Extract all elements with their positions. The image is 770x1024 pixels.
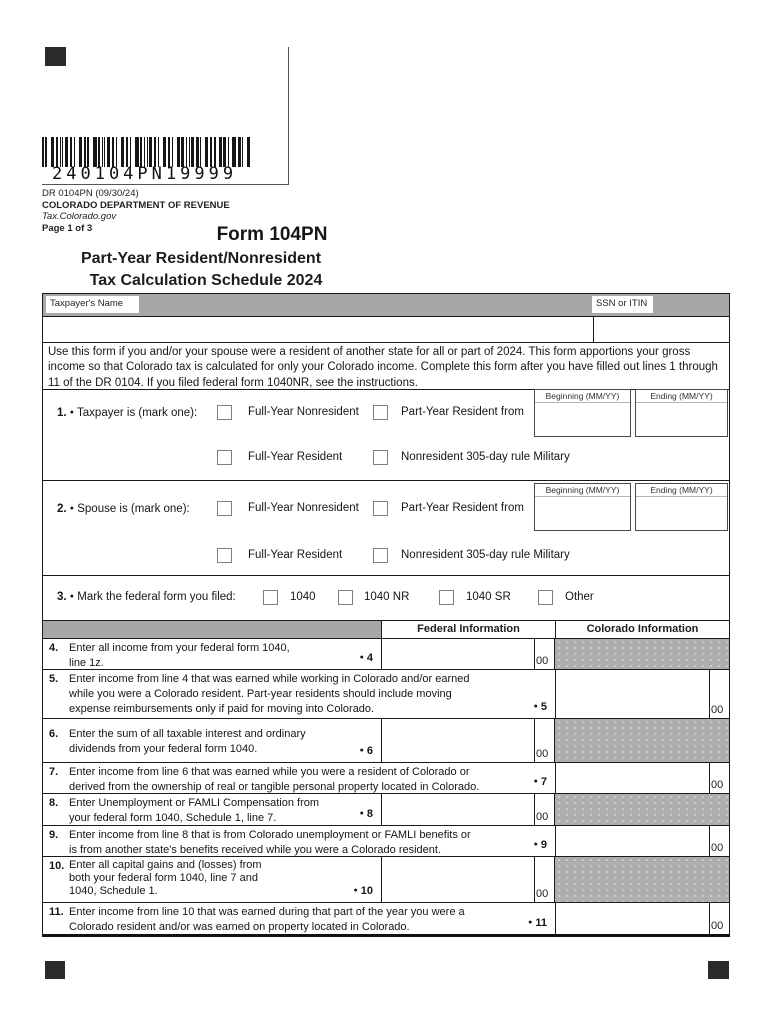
checkbox-taxpayer-full-year-resident[interactable] (217, 450, 232, 465)
line3-label: 3. ● Mark the federal form you filed: (57, 591, 236, 603)
label-part-year-resident-from: Part-Year Resident from (401, 406, 524, 418)
checkbox-spouse-full-year-resident[interactable] (217, 548, 232, 563)
line6-colorado-disabled-cell (555, 719, 729, 762)
spouse-ending-date-box (635, 483, 728, 531)
form-code: DR 0104PN (09/30/24) (42, 188, 139, 199)
label-nonresident-military: Nonresident 305-day rule Military (401, 549, 570, 561)
cents-box: 00 (709, 763, 729, 793)
registration-mark-bottom-left (45, 961, 65, 979)
page-indicator: Page 1 of 3 (42, 222, 93, 234)
row-number: 10. (49, 860, 65, 872)
name-input-row (43, 316, 729, 342)
row-number: 4. (49, 642, 59, 654)
row-number: 8. (49, 797, 59, 809)
row-ref: ● 10 (353, 885, 373, 897)
ending-date-label: Ending (MM/YY) (636, 390, 727, 403)
label-1040sr: 1040 SR (466, 591, 511, 603)
row-number: 11. (49, 906, 64, 918)
checkbox-spouse-full-year-nonresident[interactable] (217, 501, 232, 516)
line8-federal-amount-input[interactable] (381, 794, 555, 825)
line4-federal-amount-input[interactable] (381, 639, 555, 669)
line11-colorado-amount-input[interactable] (555, 903, 729, 934)
federal-information-header: Federal Information (381, 621, 555, 638)
row-ref: ● 11 (528, 917, 547, 929)
table-row-5: 5. Enter income from line 4 that was earned while working in Colorado and/or earned while you were a Colorado resident. Part-year residents should include moving expense reimbursements only if paid for moving into Colorado. ● 5 00 (43, 669, 729, 718)
row-ref: ● 6 (359, 745, 373, 757)
table-row-4: 4. Enter all income from your federal form 1040, line 1z. ● 4 00 (43, 638, 729, 669)
page-subtitle-1: Part-Year Resident/Nonresident (80, 250, 322, 267)
label-full-year-nonresident: Full-Year Nonresident (248, 502, 359, 514)
bullet-icon: ● (528, 919, 533, 926)
line4-colorado-disabled-cell (555, 639, 729, 669)
row-ref: ● 9 (533, 839, 547, 851)
ssn-label: SSN or ITIN (592, 296, 653, 313)
taxpayer-name-input[interactable] (43, 317, 593, 342)
colorado-information-header: Colorado Information (555, 621, 729, 638)
cents-box: 00 (709, 903, 729, 934)
line2-label: 2. ● Spouse is (mark one): (57, 503, 190, 515)
row-number: 5. (49, 673, 59, 685)
checkbox-other[interactable] (538, 590, 553, 605)
table-row-10: 10. Enter all capital gains and (losses) from both your federal form 1040, line 7 and 1040, Schedule 1. ● 10 00 (43, 856, 729, 902)
line1-taxpayer-residency (43, 389, 729, 480)
ending-date-label: Ending (MM/YY) (636, 484, 727, 497)
name-header-bar (43, 294, 729, 316)
beginning-date-label: Beginning (MM/YY) (535, 390, 630, 403)
bullet-icon: ● (69, 505, 75, 512)
line8-colorado-disabled-cell (555, 794, 729, 825)
bullet-icon: ● (359, 810, 364, 817)
label-full-year-resident: Full-Year Resident (248, 549, 343, 561)
row-number: 7. (49, 766, 59, 778)
income-table-header (43, 620, 729, 638)
bullet-icon: ● (69, 593, 75, 600)
label-full-year-nonresident: Full-Year Nonresident (248, 406, 359, 418)
table-row-7: 7. Enter income from line 6 that was earned while you were a resident of Colorado or derived from the ownership of real or tangible personal property located in Colorado. ● 7 00 (43, 762, 729, 793)
department-website: Tax.Colorado.gov (42, 211, 117, 222)
page-subtitle-2: Tax Calculation Schedule 2024 (89, 272, 323, 289)
table-row-6: 6. Enter the sum of all taxable interest and ordinary dividends from your federal form 1040. ● 6 00 (43, 718, 729, 762)
table-row-11: 11. Enter income from line 10 that was earned during that part of the year you were a Colorado resident and/or was earned on property located in Colorado. ● 11 00 (43, 902, 729, 934)
bullet-icon: ● (533, 703, 538, 710)
line2-spouse-residency (43, 480, 729, 575)
bullet-icon: ● (533, 841, 538, 848)
line1-label: 1. ● Taxpayer is (mark one): (57, 407, 198, 419)
line5-colorado-amount-input[interactable] (555, 670, 729, 718)
page-title: Form 104PN (216, 224, 328, 245)
cents-box: 00 (709, 670, 729, 718)
line10-federal-amount-input[interactable] (381, 857, 555, 902)
ssn-input[interactable] (593, 317, 729, 342)
checkbox-spouse-part-year-resident[interactable] (373, 501, 388, 516)
beginning-date-label: Beginning (MM/YY) (535, 484, 630, 497)
line3-federal-form (43, 575, 729, 620)
checkbox-taxpayer-full-year-nonresident[interactable] (217, 405, 232, 420)
label-1040nr: 1040 NR (364, 591, 410, 603)
spouse-beginning-date-box (534, 483, 631, 531)
cents-box: 00 (709, 826, 729, 856)
registration-mark-bottom-right (708, 961, 729, 979)
taxpayer-name-label: Taxpayer's Name (46, 296, 139, 313)
taxpayer-ending-date-box (635, 389, 728, 437)
line9-colorado-amount-input[interactable] (555, 826, 729, 856)
label-full-year-resident: Full-Year Resident (248, 451, 343, 463)
cents-box: 00 (534, 857, 554, 902)
row-number: 6. (49, 728, 59, 740)
checkbox-spouse-nonresident-military[interactable] (373, 548, 388, 563)
checkbox-taxpayer-nonresident-military[interactable] (373, 450, 388, 465)
row-ref: ● 8 (359, 808, 373, 820)
taxpayer-beginning-date-box (534, 389, 631, 437)
line7-colorado-amount-input[interactable] (555, 763, 729, 793)
checkbox-1040nr[interactable] (338, 590, 353, 605)
row-number: 9. (49, 829, 59, 841)
checkbox-taxpayer-part-year-resident[interactable] (373, 405, 388, 420)
cents-box: 00 (534, 639, 554, 669)
barcode-text: 240104PN19999 (52, 164, 238, 184)
bullet-icon: ● (353, 887, 358, 894)
label-other: Other (565, 591, 594, 603)
table-row-8: 8. Enter Unemployment or FAMLI Compensation from your federal form 1040, Schedule 1, line 7. ● 8 00 (43, 793, 729, 825)
line10-colorado-disabled-cell (555, 857, 729, 902)
row-ref: ● 5 (533, 701, 547, 713)
table-row-9: 9. Enter income from line 8 that is from Colorado unemployment or FAMLI benefits or is from another state's benefits received while you were a Colorado resident. ● 9 00 (43, 825, 729, 856)
form-body (42, 293, 730, 937)
row-ref: ● 7 (533, 776, 547, 788)
bullet-icon: ● (359, 747, 364, 754)
label-1040: 1040 (290, 591, 316, 603)
checkbox-1040sr[interactable] (439, 590, 454, 605)
bullet-icon: ● (533, 778, 538, 785)
cents-box: 00 (534, 794, 554, 825)
row-ref: ● 4 (359, 652, 373, 664)
checkbox-1040[interactable] (263, 590, 278, 605)
bullet-icon: ● (359, 654, 364, 661)
header-spacer (43, 621, 381, 638)
label-part-year-resident-from: Part-Year Resident from (401, 502, 524, 514)
label-nonresident-military: Nonresident 305-day rule Military (401, 451, 570, 463)
department-name: COLORADO DEPARTMENT OF REVENUE (42, 199, 230, 211)
form-instructions: Use this form if you and/or your spouse were a resident of another state for all or part of 2024. This form apportions your gross income so that Colorado tax is calculated for only your Colorado income. Complete this form after you have filled out lines 1 through 11 of the DR 0104. If you filed federal form 1040NR, see the instructions. (43, 342, 729, 389)
bullet-icon: ● (69, 409, 75, 416)
cents-box: 00 (534, 719, 554, 762)
line6-federal-amount-input[interactable] (381, 719, 555, 762)
barcode-icon (42, 137, 250, 167)
